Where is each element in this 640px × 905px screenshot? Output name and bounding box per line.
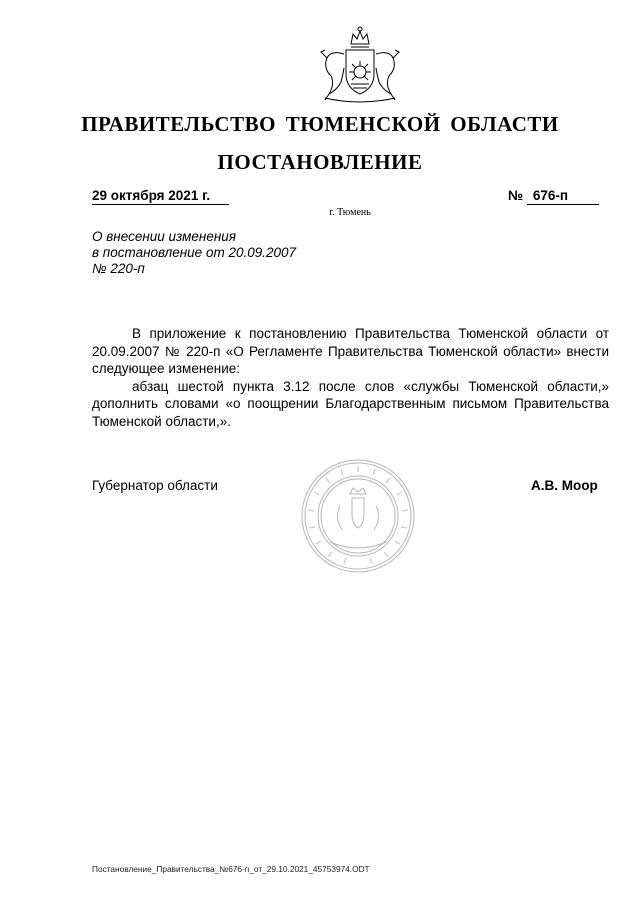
- signer-position: Губернатор области: [92, 478, 218, 493]
- subject-line: в постановление от 20.09.2007: [92, 245, 297, 260]
- coat-of-arms-icon: [313, 24, 407, 104]
- subject-line: № 220-п: [92, 261, 145, 276]
- organization-title: ПРАВИТЕЛЬСТВО ТЮМЕНСКОЙ ОБЛАСТИ: [81, 112, 559, 136]
- signer-name: А.В. Моор: [531, 478, 598, 493]
- body-paragraph: В приложение к постановлению Правительства Тюменской области от 20.09.2007 № 220-п «О Регламенте Правительства Тюменской области» внести следующее изменение:: [92, 326, 609, 376]
- document-body: [92, 325, 609, 430]
- document-type-title: ПОСТАНОВЛЕНИЕ: [217, 150, 423, 174]
- official-seal-icon: [300, 458, 416, 574]
- number-value: 676-п: [527, 188, 599, 205]
- city-label: г. Тюмень: [329, 207, 371, 218]
- document-subject: [92, 229, 296, 277]
- subject-line: О внесении изменения: [92, 229, 237, 244]
- document-number: [508, 188, 599, 205]
- document-date: 29 октября 2021 г.: [92, 188, 229, 205]
- footer-filename: Постановление_Правительства_№676-п_от_29.10.2021_45753974.ODT: [92, 864, 370, 874]
- body-paragraph: абзац шестой пункта 3.12 после слов «службы Тюменской области,» дополнить словами «о поощрении Благодарственным письмом Правительства Тюменской области,».: [92, 378, 609, 429]
- number-sign: №: [508, 188, 524, 203]
